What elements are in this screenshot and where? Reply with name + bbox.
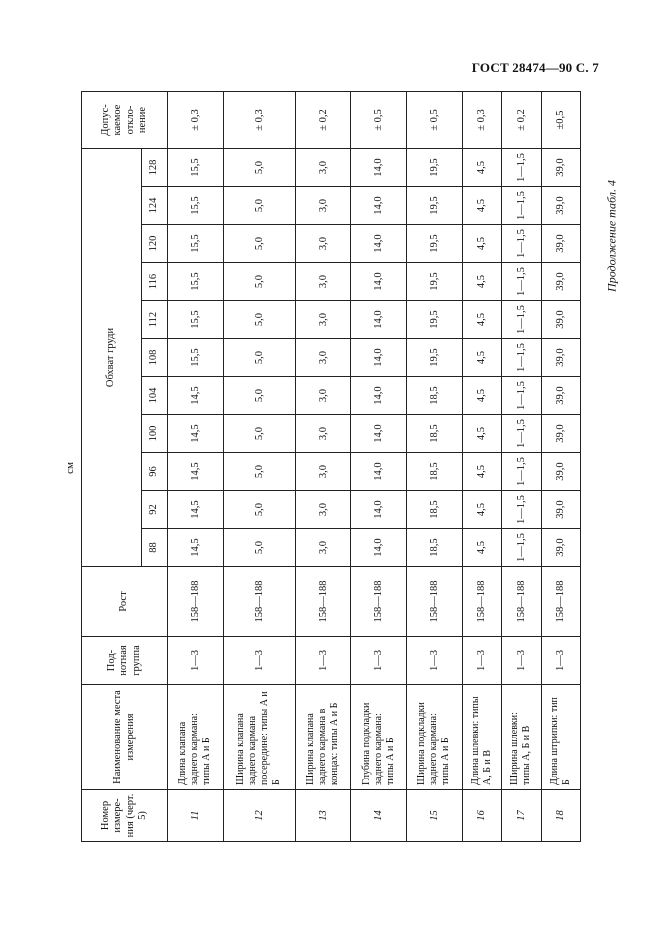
value-cell: 1—1,5 <box>502 301 541 339</box>
value-cell: 4,5 <box>462 225 501 263</box>
table-row <box>168 92 224 842</box>
value-cell: 15,5 <box>168 225 224 263</box>
height-cell: 158—188 <box>407 567 463 637</box>
value-cell: 5,0 <box>223 149 295 187</box>
value-cell: 18,5 <box>407 529 463 567</box>
value-cell: 14,0 <box>351 453 407 491</box>
measurement-number: 18 <box>541 790 580 842</box>
group-cell: 1—3 <box>223 637 295 685</box>
measurement-number: 15 <box>407 790 463 842</box>
value-cell: 39,0 <box>541 529 580 567</box>
chest-size-header: 92 <box>142 491 168 529</box>
value-cell: 4,5 <box>462 453 501 491</box>
group-cell: 1—3 <box>541 637 580 685</box>
value-cell: 15,5 <box>168 263 224 301</box>
value-cell: 4,5 <box>462 187 501 225</box>
group-cell: 1—3 <box>502 637 541 685</box>
measurement-name: Длина шлевки: типы А, Б и В <box>462 685 501 790</box>
group-cell: 1—3 <box>407 637 463 685</box>
value-cell: 1—1,5 <box>502 263 541 301</box>
value-cell: 3,0 <box>295 263 351 301</box>
value-cell: 14,0 <box>351 377 407 415</box>
chest-size-header: 124 <box>142 187 168 225</box>
value-cell: 18,5 <box>407 415 463 453</box>
value-cell: 3,0 <box>295 415 351 453</box>
value-cell: 14,0 <box>351 149 407 187</box>
value-cell: 15,5 <box>168 149 224 187</box>
value-cell: 15,5 <box>168 339 224 377</box>
value-cell: 14,0 <box>351 529 407 567</box>
value-cell: 4,5 <box>462 149 501 187</box>
value-cell: 5,0 <box>223 225 295 263</box>
value-cell: 39,0 <box>541 415 580 453</box>
value-cell: 15,5 <box>168 301 224 339</box>
tolerance-cell: ± 0,5 <box>351 92 407 149</box>
value-cell: 3,0 <box>295 225 351 263</box>
value-cell: 1—1,5 <box>502 415 541 453</box>
tolerance-cell: ±0,5 <box>541 92 580 149</box>
value-cell: 1—1,5 <box>502 377 541 415</box>
value-cell: 5,0 <box>223 263 295 301</box>
value-cell: 14,5 <box>168 415 224 453</box>
measurement-number: 11 <box>168 790 224 842</box>
value-cell: 1—1,5 <box>502 339 541 377</box>
header-tolerance: Допус-каемое откло-нение <box>82 92 168 149</box>
value-cell: 5,0 <box>223 491 295 529</box>
value-cell: 3,0 <box>295 339 351 377</box>
chest-size-header: 116 <box>142 263 168 301</box>
value-cell: 14,0 <box>351 301 407 339</box>
value-cell: 1—1,5 <box>502 187 541 225</box>
value-cell: 4,5 <box>462 491 501 529</box>
chest-size-header: 108 <box>142 339 168 377</box>
value-cell: 1—1,5 <box>502 149 541 187</box>
value-cell: 18,5 <box>407 453 463 491</box>
value-cell: 1—1,5 <box>502 491 541 529</box>
value-cell: 5,0 <box>223 453 295 491</box>
tolerance-cell: ± 0,5 <box>407 92 463 149</box>
value-cell: 3,0 <box>295 529 351 567</box>
height-cell: 158—188 <box>462 567 501 637</box>
measurement-number: 12 <box>223 790 295 842</box>
group-cell: 1—3 <box>295 637 351 685</box>
rotated-table <box>81 92 581 842</box>
value-cell: 4,5 <box>462 263 501 301</box>
header-num: Номер измере-ния (черт. 5) <box>82 790 168 842</box>
header-name: Наименование места измерения <box>82 685 168 790</box>
value-cell: 39,0 <box>541 491 580 529</box>
chest-size-header: 100 <box>142 415 168 453</box>
value-cell: 39,0 <box>541 225 580 263</box>
value-cell: 19,5 <box>407 339 463 377</box>
value-cell: 14,5 <box>168 453 224 491</box>
value-cell: 39,0 <box>541 263 580 301</box>
tolerance-cell: ± 0,2 <box>502 92 541 149</box>
tolerance-cell: ± 0,2 <box>295 92 351 149</box>
measurement-number: 14 <box>351 790 407 842</box>
value-cell: 19,5 <box>407 187 463 225</box>
table-row <box>541 92 580 842</box>
value-cell: 5,0 <box>223 377 295 415</box>
table-row <box>351 92 407 842</box>
chest-size-header: 88 <box>142 529 168 567</box>
value-cell: 14,0 <box>351 225 407 263</box>
value-cell: 39,0 <box>541 339 580 377</box>
value-cell: 39,0 <box>541 187 580 225</box>
table-row <box>502 92 541 842</box>
value-cell: 5,0 <box>223 301 295 339</box>
chest-size-header: 96 <box>142 453 168 491</box>
value-cell: 39,0 <box>541 377 580 415</box>
height-cell: 158—188 <box>168 567 224 637</box>
value-cell: 4,5 <box>462 529 501 567</box>
height-cell: 158—188 <box>502 567 541 637</box>
height-cell: 158—188 <box>541 567 580 637</box>
value-cell: 3,0 <box>295 491 351 529</box>
value-cell: 3,0 <box>295 453 351 491</box>
unit-text: см <box>64 462 76 474</box>
measurement-name: Ширина шлевки: типы А, Б и В <box>502 685 541 790</box>
height-cell: 158—188 <box>295 567 351 637</box>
value-cell: 15,5 <box>168 187 224 225</box>
value-cell: 14,5 <box>168 529 224 567</box>
value-cell: 39,0 <box>541 301 580 339</box>
chest-size-header: 112 <box>142 301 168 339</box>
value-cell: 39,0 <box>541 149 580 187</box>
value-cell: 4,5 <box>462 377 501 415</box>
table-body <box>168 92 581 842</box>
header-row <box>82 92 142 842</box>
continuation-label: Продолжение табл. 4 <box>604 180 619 292</box>
value-cell: 1—1,5 <box>502 225 541 263</box>
group-cell: 1—3 <box>168 637 224 685</box>
measurement-name: Длина штрипки: тип Б <box>541 685 580 790</box>
tolerance-cell: ± 0,3 <box>223 92 295 149</box>
value-cell: 14,0 <box>351 339 407 377</box>
value-cell: 14,0 <box>351 187 407 225</box>
measurement-name: Ширина клапана заднего кармана посередине: типы А и Б <box>223 685 295 790</box>
measurement-number: 17 <box>502 790 541 842</box>
value-cell: 4,5 <box>462 339 501 377</box>
value-cell: 14,5 <box>168 491 224 529</box>
table-container <box>81 92 581 842</box>
measurements-table <box>81 91 581 842</box>
chest-size-header: 128 <box>142 149 168 187</box>
value-cell: 3,0 <box>295 377 351 415</box>
value-cell: 14,0 <box>351 263 407 301</box>
height-cell: 158—188 <box>223 567 295 637</box>
measurement-number: 16 <box>462 790 501 842</box>
value-cell: 1—1,5 <box>502 529 541 567</box>
chest-size-header: 120 <box>142 225 168 263</box>
measurement-name: Ширина клапана заднего кармана в концах: типы А и Б <box>295 685 351 790</box>
value-cell: 3,0 <box>295 149 351 187</box>
value-cell: 1—1,5 <box>502 453 541 491</box>
group-cell: 1—3 <box>351 637 407 685</box>
value-cell: 14,5 <box>168 377 224 415</box>
group-cell: 1—3 <box>462 637 501 685</box>
value-cell: 3,0 <box>295 187 351 225</box>
tolerance-cell: ± 0,3 <box>462 92 501 149</box>
value-cell: 3,0 <box>295 301 351 339</box>
value-cell: 5,0 <box>223 187 295 225</box>
value-cell: 4,5 <box>462 415 501 453</box>
value-cell: 19,5 <box>407 301 463 339</box>
value-cell: 18,5 <box>407 491 463 529</box>
value-cell: 39,0 <box>541 453 580 491</box>
value-cell: 19,5 <box>407 263 463 301</box>
tolerance-cell: ± 0,3 <box>168 92 224 149</box>
measurement-name: Длина клапана заднего кармана: типы А и Б <box>168 685 224 790</box>
chest-size-header: 104 <box>142 377 168 415</box>
value-cell: 5,0 <box>223 415 295 453</box>
value-cell: 5,0 <box>223 339 295 377</box>
page-header: ГОСТ 28474—90 С. 7 <box>471 60 599 75</box>
header-group: Под-нотная группа <box>82 637 168 685</box>
header-height: Рост <box>82 567 168 637</box>
measurement-name: Ширина подкладки заднего кармана: типы А и Б <box>407 685 463 790</box>
measurement-name: Глубина подкладки заднего кармана: типы А и Б <box>351 685 407 790</box>
table-row <box>407 92 463 842</box>
value-cell: 4,5 <box>462 301 501 339</box>
header-chest: Обхват груди <box>82 149 142 567</box>
value-cell: 19,5 <box>407 149 463 187</box>
value-cell: 14,0 <box>351 415 407 453</box>
value-cell: 18,5 <box>407 377 463 415</box>
table-row <box>295 92 351 842</box>
table-row <box>462 92 501 842</box>
value-cell: 14,0 <box>351 491 407 529</box>
measurement-number: 13 <box>295 790 351 842</box>
height-cell: 158—188 <box>351 567 407 637</box>
value-cell: 19,5 <box>407 225 463 263</box>
value-cell: 5,0 <box>223 529 295 567</box>
table-row <box>223 92 295 842</box>
